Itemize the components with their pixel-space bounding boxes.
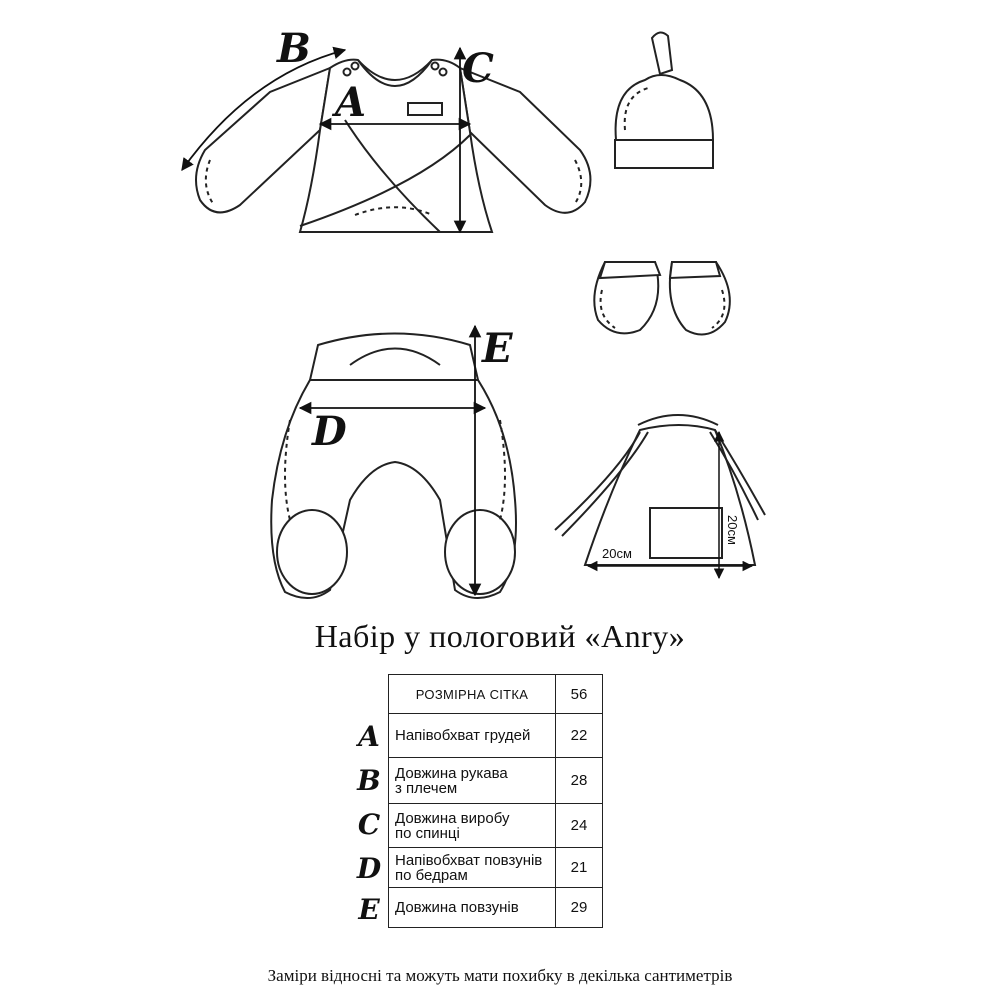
bag-label-patch [650, 508, 722, 558]
row-value: 22 [556, 714, 603, 758]
label-b: B [277, 25, 311, 72]
pants-drawing [271, 334, 516, 599]
header-label: РОЗМІРНА СІТКА [389, 675, 556, 714]
row-label-line2: по спинці [395, 824, 460, 842]
table-row [389, 758, 603, 804]
hat-drawing [615, 32, 713, 168]
row-letter-c: C [357, 808, 381, 841]
table-row [389, 888, 603, 928]
row-label-line2: по бедрам [395, 866, 468, 884]
table-row [389, 714, 603, 758]
size-table-header [389, 675, 603, 714]
bag-width-label: 20см [602, 546, 632, 561]
row-letter-a: A [358, 720, 380, 753]
footnote: Заміри відносні та можуть мати похибку в декілька сантиметрів [267, 966, 733, 985]
label-d: D [312, 408, 347, 455]
bag-height-label: 20см [725, 515, 740, 545]
row-label-line2: з плечем [395, 779, 458, 797]
label-e: E [482, 325, 513, 372]
header-size: 56 [556, 675, 603, 714]
row-label: Довжина рукава [395, 764, 508, 782]
row-letter-b: B [357, 764, 381, 797]
row-value: 21 [556, 848, 603, 888]
row-letter-d: D [356, 852, 382, 885]
row-value: 29 [556, 888, 603, 928]
row-letter-e: E [358, 893, 380, 926]
label-a: A [335, 79, 367, 126]
hat-cuff [615, 140, 713, 168]
size-table [388, 674, 603, 928]
row-value: 28 [556, 758, 603, 804]
table-row [389, 848, 603, 888]
row-label: Довжина повзунів [395, 899, 519, 916]
jacket-label-patch [408, 103, 442, 115]
page-title: Набір у пологовий «Anry» [314, 618, 686, 654]
table-row [389, 804, 603, 848]
mittens-drawing [594, 262, 730, 335]
jacket-drawing [196, 60, 590, 232]
label-c: C [462, 45, 494, 92]
row-label: Напівобхват повзунів [395, 851, 543, 869]
row-label: Напівобхват грудей [395, 727, 531, 744]
row-value: 24 [556, 804, 603, 848]
row-label: Довжина виробу [395, 809, 510, 827]
